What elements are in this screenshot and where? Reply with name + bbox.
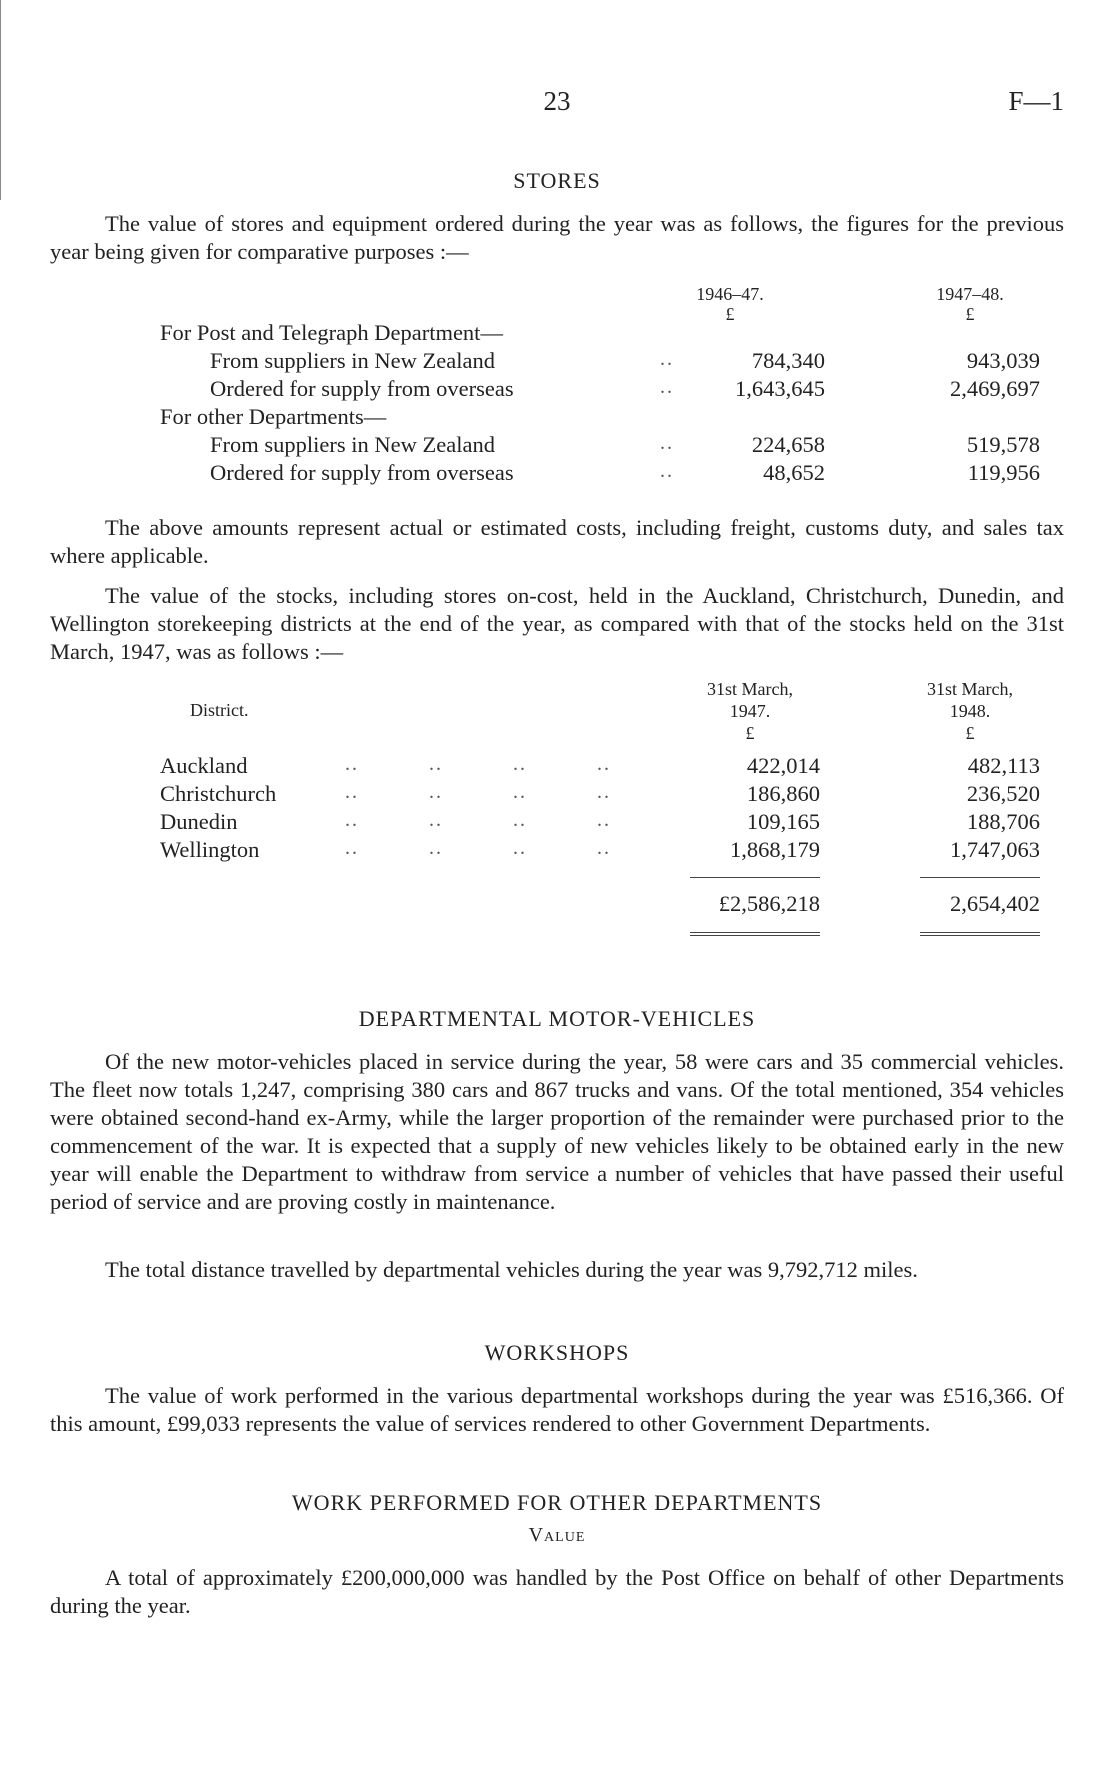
stores-heading: STORES <box>513 168 601 193</box>
workshops-heading: WORKSHOPS <box>484 1340 630 1365</box>
stocks-col1-unit: £ <box>745 723 755 743</box>
leader-dots: .. <box>660 460 674 482</box>
stores-col1-unit: £ <box>725 304 735 324</box>
other-departments-heading: WORK PERFORMED FOR OTHER DEPARTMENTS <box>291 1490 823 1515</box>
leader-dots: .. .. .. .. <box>345 809 611 831</box>
leader-dots: .. .. .. .. <box>345 837 611 859</box>
stocks-col2-line1: 31st March, <box>927 679 1013 699</box>
value-subheading: Value <box>528 1524 586 1546</box>
stock-value: 236,520 <box>966 781 1040 806</box>
other-departments-para: A total of approximately £200,000,000 was handled by the Post Office on behalf of other Departments during the year. <box>50 1565 1064 1618</box>
stores-value: 2,469,697 <box>950 376 1040 401</box>
total-double-rule <box>920 932 1040 936</box>
stores-group-label: For other Departments— <box>160 404 387 429</box>
stock-total: £2,586,218 <box>718 891 820 916</box>
district-name: Christchurch <box>160 781 277 806</box>
stores-value: 48,652 <box>763 460 825 485</box>
district-name: Auckland <box>160 753 248 778</box>
workshops-para: The value of work performed in the various departmental workshops during the year was £516,366. Of this amount, £99,033 represents the value of services rendered to other Government Departments. <box>50 1383 1064 1436</box>
stocks-col1-line2: 1947. <box>729 701 771 721</box>
leader-dots: .. <box>660 432 674 454</box>
motor-distance-para: The total distance travelled by departmental vehicles during the year was 9,792,712 miles. <box>105 1257 918 1282</box>
district-column-header: District. <box>190 700 249 720</box>
stores-intro: The value of stores and equipment ordered during the year was as follows, the figures for the previous year being given for comparative purposes :— <box>50 211 1064 264</box>
stores-col1-year: 1946–47. <box>696 284 764 304</box>
stocks-intro: The value of the stocks, including stores on-cost, held in the Auckland, Christchurch, Dunedin, and Wellington storekeeping districts at the end of the year, as compared with that of the stocks held on the 31st March, 1947, was as follows :— <box>50 583 1064 664</box>
stock-value: 422,014 <box>746 753 820 778</box>
leader-dots: .. <box>660 376 674 398</box>
stores-value: 119,956 <box>967 460 1040 485</box>
stores-row-label: Ordered for supply from overseas <box>210 460 514 485</box>
stores-value: 784,340 <box>751 348 825 373</box>
total-double-rule <box>690 932 820 936</box>
stocks-col2-unit: £ <box>965 723 975 743</box>
page-number: 23 <box>543 86 571 116</box>
stock-value: 188,706 <box>966 809 1040 834</box>
leader-dots: .. .. .. .. <box>345 753 611 775</box>
stores-col2-unit: £ <box>965 304 975 324</box>
stores-row-label: From suppliers in New Zealand <box>210 432 495 457</box>
stores-col2-year: 1947–48. <box>936 284 1004 304</box>
stores-row-label: Ordered for supply from overseas <box>210 376 514 401</box>
stock-value: 186,860 <box>746 781 820 806</box>
stores-value: 519,578 <box>966 432 1040 457</box>
subtotal-rule <box>690 877 820 878</box>
stock-value: 1,868,179 <box>730 837 820 862</box>
stock-value: 1,747,063 <box>950 837 1040 862</box>
district-name: Wellington <box>160 837 260 862</box>
motor-vehicles-para: Of the new motor-vehicles placed in service during the year, 58 were cars and 35 commercial vehicles. The fleet now totals 1,247, comprising 380 cars and 867 trucks and vans. Of the total mentioned, 354 vehicles were obtained second-hand ex-Army, while the larger proportion of the remainder were purchased prior to the commencement of the war. It is expected that a supply of new vehicles likely to be obtained early in the new year will enable the Department to withdraw from service a number of vehicles that have passed their useful period of service and are proving costly in maintenance. <box>50 1049 1064 1214</box>
stock-total: 2,654,402 <box>950 891 1040 916</box>
leader-dots: .. <box>660 348 674 370</box>
district-name: Dunedin <box>160 809 238 834</box>
stores-value: 224,658 <box>751 432 825 457</box>
stock-value: 109,165 <box>746 809 820 834</box>
subtotal-rule <box>920 877 1040 878</box>
motor-vehicles-heading: DEPARTMENTAL MOTOR-VEHICLES <box>358 1006 756 1031</box>
stores-note: The above amounts represent actual or estimated costs, including freight, customs duty, and sales tax where applicable. <box>50 515 1064 568</box>
document-code: F—1 <box>1008 86 1064 116</box>
stocks-col2-line2: 1948. <box>949 701 991 721</box>
stock-value: 482,113 <box>967 753 1040 778</box>
stores-value: 1,643,645 <box>735 376 825 401</box>
stores-group-label: For Post and Telegraph Department— <box>160 320 503 345</box>
stores-row-label: From suppliers in New Zealand <box>210 348 495 373</box>
stores-value: 943,039 <box>966 348 1040 373</box>
stocks-col1-line1: 31st March, <box>707 679 793 699</box>
leader-dots: .. .. .. .. <box>345 781 611 803</box>
